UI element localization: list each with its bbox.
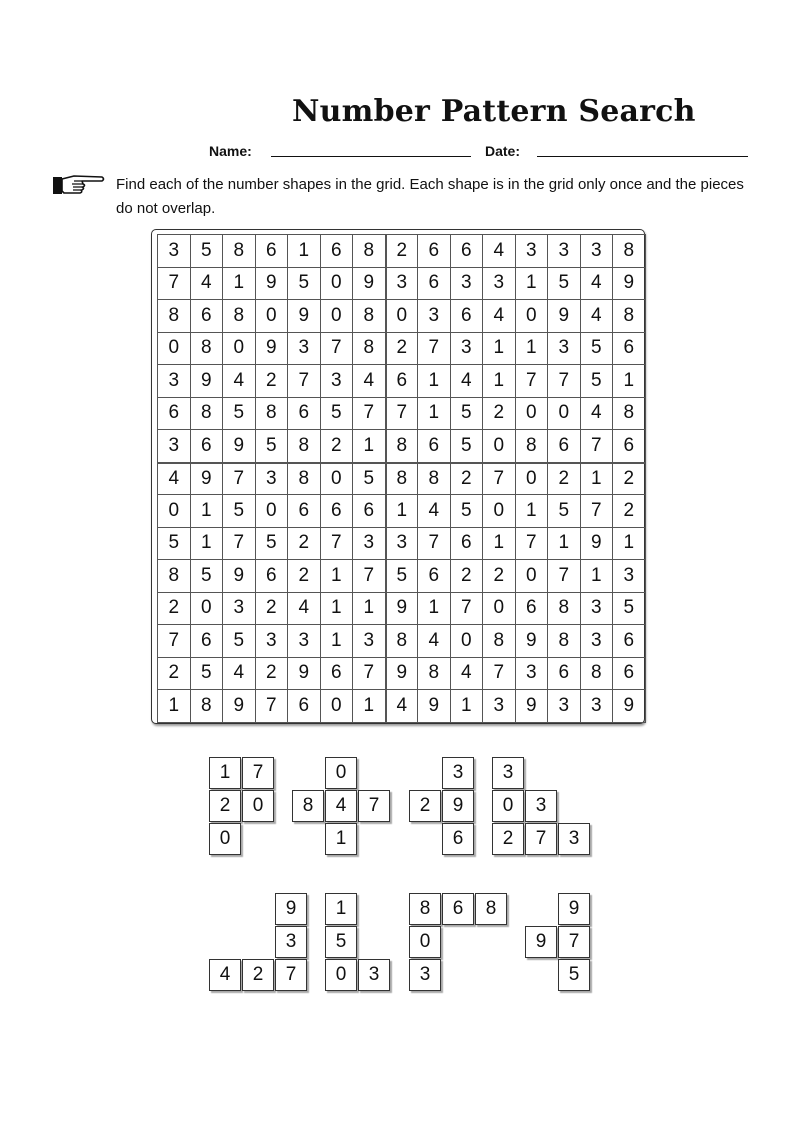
grid-cell[interactable]: 4 [191, 268, 224, 301]
grid-cell[interactable]: 6 [451, 235, 484, 268]
shape-cell: 3 [492, 757, 524, 789]
shape-cell: 2 [409, 790, 441, 822]
grid-cell[interactable]: 9 [613, 690, 646, 723]
grid-cell[interactable]: 3 [548, 235, 581, 268]
grid-cell[interactable]: 7 [581, 430, 614, 463]
grid-cell[interactable]: 2 [451, 463, 484, 496]
grid-cell[interactable]: 6 [158, 398, 191, 431]
grid-cell[interactable]: 9 [548, 300, 581, 333]
grid-cell[interactable]: 3 [451, 268, 484, 301]
grid-cell[interactable]: 6 [288, 398, 321, 431]
grid-cell[interactable]: 2 [288, 560, 321, 593]
grid-cell[interactable]: 7 [321, 333, 354, 366]
grid-cell[interactable]: 7 [516, 365, 549, 398]
grid-cell[interactable]: 4 [483, 235, 516, 268]
grid-cell[interactable]: 3 [256, 625, 289, 658]
grid-cell[interactable]: 6 [418, 235, 451, 268]
grid-cell[interactable]: 3 [581, 235, 614, 268]
grid-cell[interactable]: 0 [191, 593, 224, 626]
grid-cell[interactable]: 1 [353, 593, 386, 626]
grid-cell[interactable]: 7 [256, 690, 289, 723]
grid-cell[interactable]: 2 [483, 398, 516, 431]
grid-cell[interactable]: 1 [516, 333, 549, 366]
grid-cell[interactable]: 4 [483, 300, 516, 333]
grid-cell[interactable]: 4 [288, 593, 321, 626]
grid-cell[interactable]: 6 [613, 333, 646, 366]
grid-cell[interactable]: 4 [581, 268, 614, 301]
grid-cell[interactable]: 6 [321, 235, 354, 268]
grid-cell[interactable]: 0 [483, 430, 516, 463]
grid-cell[interactable]: 1 [191, 495, 224, 528]
grid-cell[interactable]: 6 [321, 495, 354, 528]
shape-cell: 4 [325, 790, 357, 822]
grid-cell[interactable]: 2 [158, 658, 191, 691]
grid-cell[interactable]: 9 [256, 268, 289, 301]
grid-cell[interactable]: 1 [288, 235, 321, 268]
grid-cell[interactable]: 2 [386, 235, 419, 268]
grid-cell[interactable]: 1 [223, 268, 256, 301]
grid-cell[interactable]: 3 [483, 268, 516, 301]
grid-cell[interactable]: 5 [321, 398, 354, 431]
grid-cell[interactable]: 6 [418, 430, 451, 463]
grid-cell[interactable]: 6 [613, 430, 646, 463]
shape-cell: 0 [409, 926, 441, 958]
shape-cell: 7 [358, 790, 390, 822]
grid-cell[interactable]: 5 [451, 398, 484, 431]
shape-cell: 1 [325, 823, 357, 855]
shape-cell: 1 [209, 757, 241, 789]
grid-cell[interactable]: 7 [548, 560, 581, 593]
grid-cell[interactable]: 4 [418, 495, 451, 528]
grid-cell[interactable]: 3 [288, 625, 321, 658]
grid-cell[interactable]: 3 [353, 528, 386, 561]
shape-cell: 2 [242, 959, 274, 991]
grid-cell[interactable]: 1 [418, 398, 451, 431]
grid-cell[interactable]: 2 [548, 463, 581, 496]
grid-cell[interactable]: 5 [581, 365, 614, 398]
grid-cell[interactable]: 8 [223, 235, 256, 268]
shape-cell: 7 [275, 959, 307, 991]
shape-cell: 7 [525, 823, 557, 855]
grid-cell[interactable]: 3 [516, 658, 549, 691]
grid-cell[interactable]: 3 [483, 690, 516, 723]
grid-cell[interactable]: 2 [256, 365, 289, 398]
grid-cell[interactable]: 3 [288, 333, 321, 366]
grid-cell[interactable]: 3 [386, 268, 419, 301]
grid-cell[interactable]: 0 [321, 268, 354, 301]
puzzle-grid-frame [151, 229, 645, 724]
grid-cell[interactable]: 0 [321, 690, 354, 723]
grid-cell[interactable]: 3 [613, 560, 646, 593]
grid-cell[interactable]: 1 [581, 560, 614, 593]
instructions-text: Find each of the number shapes in the grid. Each shape is in the grid only once and the pieces do not overlap. [116, 176, 744, 217]
grid-cell[interactable]: 0 [516, 463, 549, 496]
grid-cell[interactable]: 1 [548, 528, 581, 561]
grid-cell[interactable]: 7 [223, 528, 256, 561]
grid-cell[interactable]: 0 [516, 300, 549, 333]
grid-cell[interactable]: 4 [386, 690, 419, 723]
shape-cell: 2 [209, 790, 241, 822]
grid-cell[interactable]: 8 [418, 658, 451, 691]
grid-cell[interactable]: 8 [223, 300, 256, 333]
grid-cell[interactable]: 1 [418, 365, 451, 398]
grid-cell[interactable]: 8 [386, 463, 419, 496]
grid-cell[interactable]: 9 [353, 268, 386, 301]
grid-cell[interactable]: 9 [386, 658, 419, 691]
grid-cell[interactable]: 3 [451, 333, 484, 366]
grid-cell[interactable]: 5 [386, 560, 419, 593]
grid-cell[interactable]: 5 [548, 268, 581, 301]
grid-cell[interactable]: 2 [483, 560, 516, 593]
grid-cell[interactable]: 5 [451, 495, 484, 528]
grid-cell[interactable]: 1 [321, 593, 354, 626]
grid-cell[interactable]: 5 [191, 560, 224, 593]
grid-cell[interactable]: 7 [483, 463, 516, 496]
grid-cell[interactable]: 3 [516, 235, 549, 268]
grid-cell[interactable]: 1 [158, 690, 191, 723]
grid-cell[interactable]: 3 [548, 690, 581, 723]
grid-cell[interactable]: 2 [613, 495, 646, 528]
grid-cell[interactable]: 9 [223, 560, 256, 593]
grid-cell[interactable]: 6 [451, 528, 484, 561]
grid-cell[interactable]: 5 [256, 528, 289, 561]
grid-cell[interactable]: 4 [451, 365, 484, 398]
shape-cell: 0 [242, 790, 274, 822]
shape-cell: 3 [275, 926, 307, 958]
grid-cell[interactable]: 9 [386, 593, 419, 626]
grid-cell[interactable]: 0 [386, 300, 419, 333]
grid-cell[interactable]: 1 [613, 365, 646, 398]
name-field[interactable] [271, 156, 471, 157]
shape-cell: 9 [442, 790, 474, 822]
grid-cell[interactable]: 8 [353, 333, 386, 366]
shape-cell: 3 [358, 959, 390, 991]
grid-cell[interactable]: 1 [516, 268, 549, 301]
grid-cell[interactable]: 7 [548, 365, 581, 398]
grid-cell[interactable]: 9 [418, 690, 451, 723]
grid-cell[interactable]: 6 [191, 430, 224, 463]
grid-cell[interactable]: 2 [288, 528, 321, 561]
grid-cell[interactable]: 8 [353, 300, 386, 333]
grid-cell[interactable]: 8 [191, 398, 224, 431]
grid-cell[interactable]: 6 [256, 235, 289, 268]
grid-cell[interactable]: 2 [613, 463, 646, 496]
grid-cell[interactable]: 1 [451, 690, 484, 723]
grid-cell[interactable]: 5 [191, 658, 224, 691]
grid-cell[interactable]: 0 [256, 300, 289, 333]
grid-cell[interactable]: 1 [321, 560, 354, 593]
grid-cell[interactable]: 3 [353, 625, 386, 658]
grid-cell[interactable]: 6 [548, 430, 581, 463]
shape-cell: 6 [442, 893, 474, 925]
grid-cell[interactable]: 7 [418, 333, 451, 366]
grid-cell[interactable]: 4 [451, 658, 484, 691]
grid-cell[interactable]: 8 [353, 235, 386, 268]
grid-cell[interactable]: 8 [191, 690, 224, 723]
shape-cell: 8 [292, 790, 324, 822]
grid-cell[interactable]: 1 [483, 528, 516, 561]
grid-cell[interactable]: 4 [223, 365, 256, 398]
grid-cell[interactable]: 7 [288, 365, 321, 398]
shape-cell: 1 [325, 893, 357, 925]
shape-cell: 9 [275, 893, 307, 925]
pointing-hand-icon [52, 172, 106, 198]
grid-cell[interactable]: 8 [613, 300, 646, 333]
grid-cell[interactable]: 1 [191, 528, 224, 561]
grid-cell[interactable]: 1 [321, 625, 354, 658]
grid-cell[interactable]: 7 [223, 463, 256, 496]
grid-cell[interactable]: 9 [223, 430, 256, 463]
grid-cell[interactable]: 9 [613, 268, 646, 301]
grid-cell[interactable]: 5 [223, 398, 256, 431]
grid-cell[interactable]: 5 [191, 235, 224, 268]
grid-cell[interactable]: 8 [548, 625, 581, 658]
grid-cell[interactable]: 8 [158, 560, 191, 593]
grid-cell[interactable]: 7 [321, 528, 354, 561]
grid-cell[interactable]: 7 [353, 658, 386, 691]
shape-cell: 3 [409, 959, 441, 991]
grid-cell[interactable]: 2 [321, 430, 354, 463]
grid-cell[interactable]: 9 [516, 625, 549, 658]
grid-cell[interactable]: 8 [158, 300, 191, 333]
grid-cell[interactable]: 4 [223, 658, 256, 691]
grid-cell[interactable]: 1 [613, 528, 646, 561]
grid-cell[interactable]: 9 [288, 300, 321, 333]
grid-cell[interactable]: 6 [288, 495, 321, 528]
shape-cell: 5 [325, 926, 357, 958]
shape-cell: 5 [558, 959, 590, 991]
grid-cell[interactable]: 5 [288, 268, 321, 301]
shape-cell: 6 [442, 823, 474, 855]
grid-cell[interactable]: 2 [386, 333, 419, 366]
date-field[interactable] [537, 156, 748, 157]
shape-cell: 8 [475, 893, 507, 925]
grid-cell[interactable]: 6 [256, 560, 289, 593]
grid-cell[interactable]: 2 [451, 560, 484, 593]
grid-cell[interactable]: 1 [483, 365, 516, 398]
grid-cell[interactable]: 7 [418, 528, 451, 561]
grid-cell[interactable]: 3 [581, 690, 614, 723]
grid-cell[interactable]: 2 [256, 593, 289, 626]
grid-cell[interactable]: 5 [353, 463, 386, 496]
grid-cell[interactable]: 3 [158, 235, 191, 268]
grid-cell[interactable]: 3 [548, 333, 581, 366]
shape-cell: 3 [558, 823, 590, 855]
grid-cell[interactable]: 1 [516, 495, 549, 528]
grid-cell[interactable]: 6 [288, 690, 321, 723]
shape-cell: 0 [209, 823, 241, 855]
grid-cell[interactable]: 0 [158, 495, 191, 528]
shape-cell: 7 [242, 757, 274, 789]
grid-cell[interactable]: 9 [191, 365, 224, 398]
grid-cell[interactable]: 3 [256, 463, 289, 496]
grid-cell[interactable]: 7 [353, 560, 386, 593]
grid-cell[interactable]: 7 [158, 268, 191, 301]
grid-cell[interactable]: 7 [516, 528, 549, 561]
grid-cell[interactable]: 8 [191, 333, 224, 366]
grid-cell[interactable]: 0 [548, 398, 581, 431]
grid-cell[interactable]: 8 [418, 463, 451, 496]
grid-cell[interactable]: 0 [516, 560, 549, 593]
grid-cell[interactable]: 8 [288, 430, 321, 463]
grid-cell[interactable]: 8 [613, 398, 646, 431]
grid-cell[interactable]: 5 [256, 430, 289, 463]
grid-cell[interactable]: 6 [321, 658, 354, 691]
grid-cell[interactable]: 0 [516, 398, 549, 431]
grid-cell[interactable]: 3 [158, 430, 191, 463]
grid-cell[interactable]: 4 [353, 365, 386, 398]
grid-cell[interactable]: 9 [516, 690, 549, 723]
grid-cell[interactable]: 8 [386, 430, 419, 463]
grid-cell[interactable]: 6 [613, 658, 646, 691]
grid-cell[interactable]: 4 [158, 463, 191, 496]
grid-cell[interactable]: 1 [418, 593, 451, 626]
grid-cell[interactable]: 7 [158, 625, 191, 658]
shape-cell: 2 [492, 823, 524, 855]
shape-cell: 8 [409, 893, 441, 925]
shape-cell: 3 [525, 790, 557, 822]
grid-cell[interactable]: 2 [158, 593, 191, 626]
number-grid [157, 234, 646, 723]
grid-cell[interactable]: 9 [191, 463, 224, 496]
date-label: Date: [485, 143, 521, 159]
grid-cell[interactable]: 0 [223, 333, 256, 366]
grid-cell[interactable]: 3 [158, 365, 191, 398]
grid-cell[interactable]: 7 [483, 658, 516, 691]
grid-cell[interactable]: 5 [451, 430, 484, 463]
grid-cell[interactable]: 9 [256, 333, 289, 366]
grid-cell[interactable]: 3 [581, 625, 614, 658]
grid-cell[interactable]: 6 [191, 300, 224, 333]
grid-cell[interactable]: 8 [483, 625, 516, 658]
grid-cell[interactable]: 1 [353, 430, 386, 463]
grid-cell[interactable]: 0 [256, 495, 289, 528]
grid-cell[interactable]: 8 [581, 658, 614, 691]
grid-cell[interactable]: 3 [223, 593, 256, 626]
grid-cell[interactable]: 1 [353, 690, 386, 723]
grid-cell[interactable]: 5 [223, 625, 256, 658]
shape-cell: 9 [525, 926, 557, 958]
grid-cell[interactable]: 7 [353, 398, 386, 431]
grid-cell[interactable]: 0 [483, 495, 516, 528]
grid-cell[interactable]: 0 [321, 300, 354, 333]
grid-cell[interactable]: 4 [581, 398, 614, 431]
grid-cell[interactable]: 9 [581, 528, 614, 561]
page-title: Number Pattern Search [292, 94, 696, 129]
grid-cell[interactable]: 1 [483, 333, 516, 366]
grid-cell[interactable]: 5 [548, 495, 581, 528]
grid-cell[interactable]: 6 [418, 560, 451, 593]
grid-cell[interactable]: 1 [581, 463, 614, 496]
shape-cell: 0 [325, 757, 357, 789]
grid-cell[interactable]: 6 [516, 593, 549, 626]
grid-cell[interactable]: 5 [613, 593, 646, 626]
shape-cell: 0 [492, 790, 524, 822]
grid-cell[interactable]: 6 [451, 300, 484, 333]
grid-cell[interactable]: 7 [581, 495, 614, 528]
grid-cell[interactable]: 7 [451, 593, 484, 626]
grid-cell[interactable]: 7 [386, 398, 419, 431]
grid-cell[interactable]: 6 [613, 625, 646, 658]
shape-cell: 3 [442, 757, 474, 789]
grid-cell[interactable]: 6 [548, 658, 581, 691]
grid-cell[interactable]: 9 [288, 658, 321, 691]
name-label: Name: [209, 143, 252, 159]
grid-cell[interactable]: 4 [581, 300, 614, 333]
grid-cell[interactable]: 8 [516, 430, 549, 463]
grid-cell[interactable]: 8 [386, 625, 419, 658]
grid-cell[interactable]: 8 [613, 235, 646, 268]
grid-cell[interactable]: 3 [321, 365, 354, 398]
grid-cell[interactable]: 8 [256, 398, 289, 431]
shape-cell: 4 [209, 959, 241, 991]
grid-cell[interactable]: 8 [288, 463, 321, 496]
grid-cell[interactable]: 5 [223, 495, 256, 528]
grid-cell[interactable]: 5 [158, 528, 191, 561]
grid-cell[interactable]: 6 [386, 365, 419, 398]
grid-cell[interactable]: 8 [548, 593, 581, 626]
grid-cell[interactable]: 4 [418, 625, 451, 658]
grid-cell[interactable]: 9 [223, 690, 256, 723]
grid-cell[interactable]: 1 [386, 495, 419, 528]
grid-cell[interactable]: 3 [386, 528, 419, 561]
grid-cell[interactable]: 6 [353, 495, 386, 528]
grid-cell[interactable]: 3 [581, 593, 614, 626]
shape-cell: 7 [558, 926, 590, 958]
grid-cell[interactable]: 0 [158, 333, 191, 366]
grid-cell[interactable]: 2 [256, 658, 289, 691]
grid-cell[interactable]: 5 [581, 333, 614, 366]
shape-cell: 9 [558, 893, 590, 925]
grid-cell[interactable]: 3 [418, 300, 451, 333]
grid-cell[interactable]: 6 [418, 268, 451, 301]
grid-cell[interactable]: 6 [191, 625, 224, 658]
shape-cell: 0 [325, 959, 357, 991]
grid-cell[interactable]: 0 [321, 463, 354, 496]
grid-cell[interactable]: 0 [483, 593, 516, 626]
grid-cell[interactable]: 0 [451, 625, 484, 658]
